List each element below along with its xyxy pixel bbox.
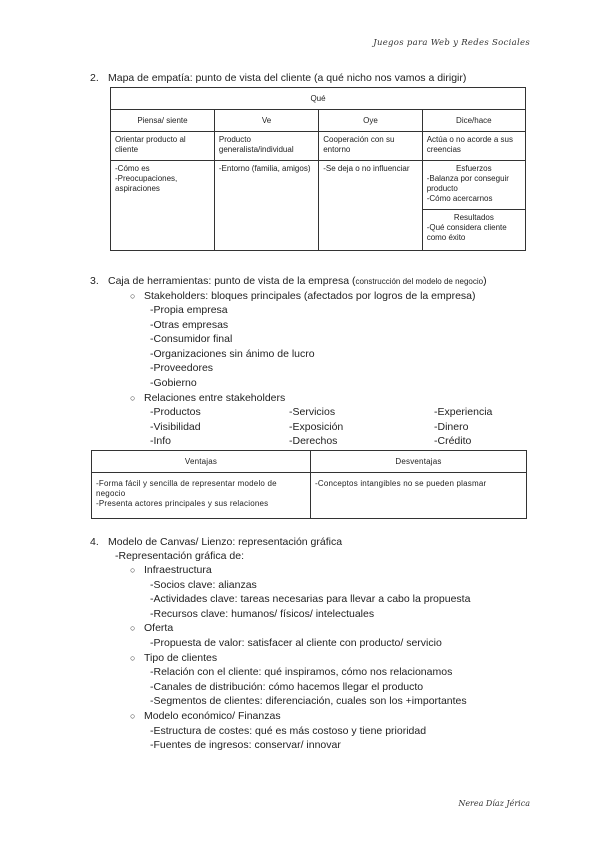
group-oferta-title: ○ Oferta [130, 622, 174, 635]
relacion-item: -Productos [150, 406, 201, 418]
canvas-item: -Propuesta de valor: satisfacer al cliente con producto/ servicio [150, 636, 442, 649]
empathy-cell-resultados [422, 210, 525, 251]
canvas-item: -Fuentes de ingresos: conservar/ innovar [150, 739, 341, 752]
canvas-item: -Canales de distribución: cómo hacemos llegar el producto [150, 680, 424, 693]
canvas-item: -Estructura de costes: qué es más costoso y tiene prioridad [150, 724, 427, 737]
relacion-item: -Servicios [289, 406, 336, 418]
relaciones-col-3 [434, 405, 492, 449]
section-3-heading [90, 274, 487, 289]
section-4-subtitle: -Representación gráfica de: [115, 550, 244, 562]
section-3-title-end: ) [483, 275, 487, 287]
relaciones-heading [130, 391, 285, 406]
desventajas-header: Desventajas [311, 451, 527, 473]
section-4-heading [90, 535, 342, 549]
empathy-top-header: Qué [111, 88, 526, 110]
canvas-item: -Relación con el cliente: qué inspiramos, cómo nos relacionamos [150, 666, 453, 679]
section-3-title: Caja de herramientas: punto de vista de la empresa ( [108, 275, 356, 287]
section-4-number: 4. [90, 536, 99, 548]
stakeholders-list [150, 303, 315, 391]
stakeholder-item: -Consumidor final [150, 333, 233, 346]
esfuerzos-title: Esfuerzos [456, 164, 492, 173]
esfuerzos-item: -Balanza por conseguir producto [426, 174, 509, 193]
relacion-item: -Dinero [434, 420, 469, 433]
group-finanzas-title: ○ Modelo económico/ Finanzas [130, 709, 281, 722]
relacion-item: -Experiencia [434, 406, 493, 418]
relacion-item: -Crédito [434, 435, 472, 448]
empathy-cell-ve-2: -Entorno (familia, amigos) [214, 161, 318, 251]
desventajas-cell [311, 473, 527, 519]
canvas-item: -Socios clave: alianzas [150, 578, 257, 591]
relacion-item: -Exposición [289, 420, 344, 433]
stakeholders-title: Stakeholders: bloques principales (afectados por logros de la empresa) [144, 290, 476, 302]
section-3-number: 3. [90, 275, 99, 287]
empathy-col-oye: Oye [319, 110, 422, 132]
ventajas-table [91, 450, 527, 519]
relaciones-title: Relaciones entre stakeholders [144, 392, 286, 404]
stakeholder-item: -Propia empresa [150, 304, 228, 316]
ventajas-cell [92, 473, 311, 519]
canvas-item: -Recursos clave: humanos/ físicos/ intelectuales [150, 607, 375, 620]
empathy-col-dice: Dice/hace [422, 110, 525, 132]
circle-bullet-icon: ○ [130, 291, 136, 301]
footer-author: Nerea Díaz Jérica [458, 799, 530, 808]
relacion-item: -Derechos [289, 435, 338, 448]
circle-bullet-icon: ○ [130, 710, 136, 721]
empathy-cell-esfuerzos [422, 161, 525, 210]
stakeholders-heading [130, 289, 476, 304]
empathy-cell-oye-1: Cooperación con su entorno [319, 132, 422, 161]
empathy-col-ve: Ve [214, 110, 318, 132]
section-2-heading [90, 71, 466, 85]
empathy-cell-dice-1: Actúa o no acorde a sus creencias [422, 132, 525, 161]
empathy-cell-piensa-1: Orientar producto al cliente [111, 132, 215, 161]
stakeholder-item: -Proveedores [150, 362, 214, 375]
ventaja-item: -Forma fácil y sencilla de representar modelo de negocio [96, 479, 277, 498]
section-3-title-small: construcción del modelo de negocio [355, 277, 484, 286]
relacion-item: -Visibilidad [150, 420, 201, 433]
circle-bullet-icon: ○ [130, 393, 136, 403]
header-title: Juegos para Web y Redes Sociales [373, 38, 530, 48]
circle-bullet-icon: ○ [130, 623, 136, 634]
resultados-title: Resultados [453, 213, 494, 222]
canvas-groups [130, 563, 470, 753]
canvas-item: -Actividades clave: tareas necesarias para llevar a cabo la propuesta [150, 593, 471, 606]
esfuerzos-item: -Cómo acercarnos [426, 194, 493, 203]
empathy-cell-ve-1: Producto generalista/individual [214, 132, 318, 161]
section-2-number: 2. [90, 72, 99, 84]
stakeholder-item: -Otras empresas [150, 318, 229, 331]
section-2-title: Mapa de empatía: punto de vista del cliente (a qué nicho nos vamos a dirigir) [108, 72, 467, 84]
circle-bullet-icon: ○ [130, 652, 136, 663]
resultados-item: -Qué considera cliente como éxito [426, 223, 507, 242]
group-clientes-title: ○ Tipo de clientes [130, 651, 218, 664]
desventaja-item: -Conceptos intangibles no se pueden plasmar [315, 479, 487, 488]
empathy-piensa-item: -Preocupaciones, aspiraciones [115, 174, 178, 193]
canvas-item: -Segmentos de clientes: diferenciación, cuales son los +importantes [150, 695, 467, 708]
stakeholder-item: -Gobierno [150, 376, 197, 389]
empathy-map-table [110, 87, 526, 251]
stakeholder-item: -Organizaciones sin ánimo de lucro [150, 347, 315, 360]
empathy-piensa-item: -Cómo es [115, 164, 150, 173]
empathy-col-piensa: Piensa/ siente [111, 110, 215, 132]
ventajas-header: Ventajas [92, 451, 311, 473]
relaciones-col-2 [289, 405, 343, 449]
ventaja-item: -Presenta actores principales y sus relaciones [96, 499, 269, 508]
group-infraestructura-title: ○ Infraestructura [130, 564, 212, 576]
section-4-title: Modelo de Canvas/ Lienzo: representación gráfica [108, 536, 343, 548]
relacion-item: -Info [150, 435, 172, 448]
relaciones-col-1 [150, 405, 201, 449]
circle-bullet-icon: ○ [130, 565, 136, 575]
empathy-cell-piensa-2 [111, 161, 215, 251]
empathy-cell-oye-2: -Se deja o no influenciar [319, 161, 422, 251]
